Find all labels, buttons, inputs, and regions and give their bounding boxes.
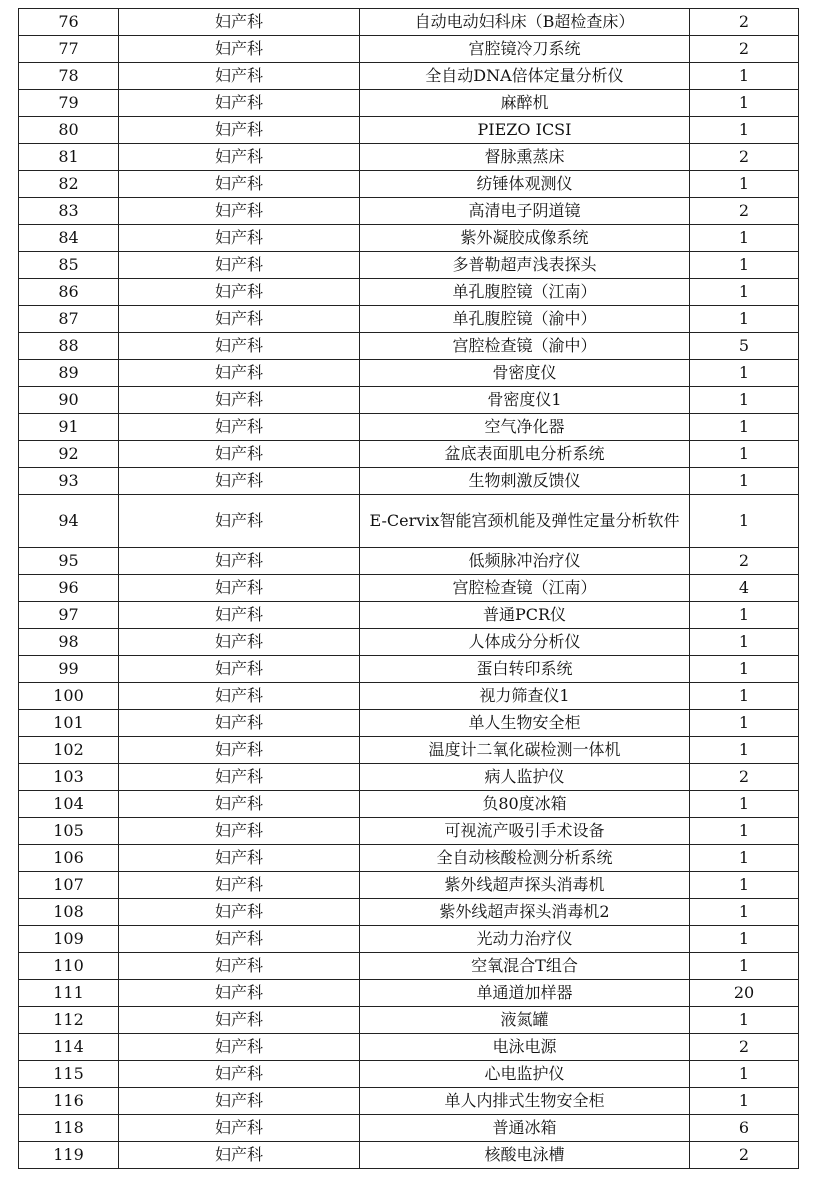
table-row: [19, 90, 799, 117]
equipment-name-cell: 生物刺激反馈仪: [360, 468, 690, 495]
row-number-cell: 107: [19, 872, 119, 899]
quantity-cell: 1: [690, 441, 799, 468]
department-cell: 妇产科: [119, 252, 360, 279]
equipment-name-cell: 空气净化器: [360, 414, 690, 441]
table-row: [19, 791, 799, 818]
quantity-cell: 1: [690, 872, 799, 899]
quantity-cell: 2: [690, 9, 799, 36]
row-number-cell: 106: [19, 845, 119, 872]
department-cell: 妇产科: [119, 845, 360, 872]
quantity-cell: 1: [690, 306, 799, 333]
row-number-cell: 88: [19, 333, 119, 360]
quantity-cell: 1: [690, 414, 799, 441]
department-cell: 妇产科: [119, 36, 360, 63]
equipment-name-cell: 单通道加样器: [360, 980, 690, 1007]
quantity-cell: 4: [690, 575, 799, 602]
row-number-cell: 87: [19, 306, 119, 333]
department-cell: 妇产科: [119, 980, 360, 1007]
department-cell: 妇产科: [119, 683, 360, 710]
department-cell: 妇产科: [119, 899, 360, 926]
department-cell: 妇产科: [119, 872, 360, 899]
row-number-cell: 86: [19, 279, 119, 306]
equipment-table: [18, 8, 799, 1169]
department-cell: 妇产科: [119, 279, 360, 306]
department-cell: 妇产科: [119, 548, 360, 575]
equipment-name-cell: 单人生物安全柜: [360, 710, 690, 737]
quantity-cell: 1: [690, 252, 799, 279]
equipment-name-cell: 病人监护仪: [360, 764, 690, 791]
quantity-cell: 1: [690, 90, 799, 117]
table-row: [19, 387, 799, 414]
row-number-cell: 93: [19, 468, 119, 495]
quantity-cell: 1: [690, 953, 799, 980]
equipment-name-cell: 宫腔检查镜（渝中）: [360, 333, 690, 360]
table-row: [19, 9, 799, 36]
department-cell: 妇产科: [119, 63, 360, 90]
department-cell: 妇产科: [119, 1034, 360, 1061]
department-cell: 妇产科: [119, 387, 360, 414]
equipment-name-cell: 视力筛查仪1: [360, 683, 690, 710]
equipment-name-cell: 宫腔检查镜（江南）: [360, 575, 690, 602]
quantity-cell: 1: [690, 899, 799, 926]
table-row: [19, 764, 799, 791]
quantity-cell: 2: [690, 1142, 799, 1169]
table-row: [19, 333, 799, 360]
department-cell: 妇产科: [119, 1142, 360, 1169]
department-cell: 妇产科: [119, 198, 360, 225]
row-number-cell: 78: [19, 63, 119, 90]
department-cell: 妇产科: [119, 629, 360, 656]
equipment-name-cell: 多普勒超声浅表探头: [360, 252, 690, 279]
department-cell: 妇产科: [119, 1061, 360, 1088]
row-number-cell: 89: [19, 360, 119, 387]
table-row: [19, 737, 799, 764]
quantity-cell: 1: [690, 387, 799, 414]
quantity-cell: 1: [690, 710, 799, 737]
equipment-name-cell: 盆底表面肌电分析系统: [360, 441, 690, 468]
quantity-cell: 2: [690, 548, 799, 575]
equipment-name-cell: 蛋白转印系统: [360, 656, 690, 683]
quantity-cell: 1: [690, 117, 799, 144]
table-row: [19, 845, 799, 872]
department-cell: 妇产科: [119, 1115, 360, 1142]
department-cell: 妇产科: [119, 414, 360, 441]
row-number-cell: 112: [19, 1007, 119, 1034]
table-row: [19, 1007, 799, 1034]
quantity-cell: 1: [690, 225, 799, 252]
department-cell: 妇产科: [119, 710, 360, 737]
row-number-cell: 103: [19, 764, 119, 791]
equipment-name-cell: 温度计二氧化碳检测一体机: [360, 737, 690, 764]
quantity-cell: 1: [690, 171, 799, 198]
department-cell: 妇产科: [119, 602, 360, 629]
equipment-name-cell: 全自动DNA倍体定量分析仪: [360, 63, 690, 90]
quantity-cell: 2: [690, 1034, 799, 1061]
row-number-cell: 79: [19, 90, 119, 117]
quantity-cell: 1: [690, 468, 799, 495]
department-cell: 妇产科: [119, 441, 360, 468]
row-number-cell: 105: [19, 818, 119, 845]
row-number-cell: 104: [19, 791, 119, 818]
equipment-name-cell: 可视流产吸引手术设备: [360, 818, 690, 845]
equipment-name-cell: 紫外线超声探头消毒机: [360, 872, 690, 899]
department-cell: 妇产科: [119, 360, 360, 387]
equipment-name-cell: 麻醉机: [360, 90, 690, 117]
table-row: [19, 1034, 799, 1061]
table-row: [19, 926, 799, 953]
row-number-cell: 102: [19, 737, 119, 764]
quantity-cell: 1: [690, 791, 799, 818]
table-row: [19, 36, 799, 63]
department-cell: 妇产科: [119, 1007, 360, 1034]
row-number-cell: 92: [19, 441, 119, 468]
row-number-cell: 99: [19, 656, 119, 683]
equipment-name-cell: 骨密度仪: [360, 360, 690, 387]
table-row: [19, 710, 799, 737]
table-row: [19, 1088, 799, 1115]
quantity-cell: 1: [690, 1007, 799, 1034]
table-row: [19, 548, 799, 575]
department-cell: 妇产科: [119, 90, 360, 117]
equipment-name-cell: 督脉熏蒸床: [360, 144, 690, 171]
department-cell: 妇产科: [119, 117, 360, 144]
quantity-cell: 1: [690, 63, 799, 90]
row-number-cell: 77: [19, 36, 119, 63]
table-row: [19, 980, 799, 1007]
equipment-name-cell: 全自动核酸检测分析系统: [360, 845, 690, 872]
table-row: [19, 63, 799, 90]
department-cell: 妇产科: [119, 333, 360, 360]
row-number-cell: 91: [19, 414, 119, 441]
equipment-name-cell: 空氧混合T组合: [360, 953, 690, 980]
table-row: [19, 1142, 799, 1169]
equipment-name-cell: 单孔腹腔镜（江南）: [360, 279, 690, 306]
equipment-name-cell: 紫外线超声探头消毒机2: [360, 899, 690, 926]
row-number-cell: 95: [19, 548, 119, 575]
equipment-name-cell: 普通冰箱: [360, 1115, 690, 1142]
table-row: [19, 198, 799, 225]
table-row: [19, 1115, 799, 1142]
table-row: [19, 629, 799, 656]
table-row: [19, 225, 799, 252]
department-cell: 妇产科: [119, 306, 360, 333]
table-row: [19, 252, 799, 279]
equipment-name-cell: 单人内排式生物安全柜: [360, 1088, 690, 1115]
quantity-cell: 2: [690, 144, 799, 171]
table-row: [19, 1061, 799, 1088]
table-row: [19, 602, 799, 629]
row-number-cell: 76: [19, 9, 119, 36]
row-number-cell: 97: [19, 602, 119, 629]
row-number-cell: 108: [19, 899, 119, 926]
quantity-cell: 1: [690, 818, 799, 845]
table-row: [19, 495, 799, 548]
equipment-name-cell: 电泳电源: [360, 1034, 690, 1061]
quantity-cell: 1: [690, 737, 799, 764]
equipment-name-cell: 高清电子阴道镜: [360, 198, 690, 225]
row-number-cell: 80: [19, 117, 119, 144]
equipment-name-cell: 自动电动妇科床（B超检查床）: [360, 9, 690, 36]
department-cell: 妇产科: [119, 9, 360, 36]
quantity-cell: 1: [690, 360, 799, 387]
equipment-name-cell: 纺锤体观测仪: [360, 171, 690, 198]
department-cell: 妇产科: [119, 144, 360, 171]
row-number-cell: 118: [19, 1115, 119, 1142]
department-cell: 妇产科: [119, 818, 360, 845]
quantity-cell: 1: [690, 495, 799, 548]
department-cell: 妇产科: [119, 737, 360, 764]
row-number-cell: 119: [19, 1142, 119, 1169]
equipment-name-cell: 普通PCR仪: [360, 602, 690, 629]
quantity-cell: 1: [690, 845, 799, 872]
equipment-name-cell: 液氮罐: [360, 1007, 690, 1034]
quantity-cell: 1: [690, 926, 799, 953]
row-number-cell: 109: [19, 926, 119, 953]
table-row: [19, 575, 799, 602]
row-number-cell: 90: [19, 387, 119, 414]
row-number-cell: 98: [19, 629, 119, 656]
quantity-cell: 6: [690, 1115, 799, 1142]
equipment-name-cell: 人体成分分析仪: [360, 629, 690, 656]
department-cell: 妇产科: [119, 171, 360, 198]
equipment-name-cell: 核酸电泳槽: [360, 1142, 690, 1169]
row-number-cell: 85: [19, 252, 119, 279]
table-row: [19, 899, 799, 926]
department-cell: 妇产科: [119, 468, 360, 495]
row-number-cell: 82: [19, 171, 119, 198]
equipment-name-cell: 单孔腹腔镜（渝中）: [360, 306, 690, 333]
row-number-cell: 84: [19, 225, 119, 252]
row-number-cell: 115: [19, 1061, 119, 1088]
row-number-cell: 83: [19, 198, 119, 225]
quantity-cell: 1: [690, 683, 799, 710]
equipment-name-cell: 紫外凝胶成像系统: [360, 225, 690, 252]
equipment-name-cell: PIEZO ICSI: [360, 117, 690, 144]
department-cell: 妇产科: [119, 953, 360, 980]
quantity-cell: 2: [690, 36, 799, 63]
equipment-name-cell: E-Cervix智能宫颈机能及弹性定量分析软件: [360, 495, 690, 548]
quantity-cell: 2: [690, 198, 799, 225]
equipment-name-cell: 负80度冰箱: [360, 791, 690, 818]
table-row: [19, 117, 799, 144]
department-cell: 妇产科: [119, 225, 360, 252]
quantity-cell: 1: [690, 1061, 799, 1088]
department-cell: 妇产科: [119, 764, 360, 791]
table-row: [19, 441, 799, 468]
quantity-cell: 5: [690, 333, 799, 360]
row-number-cell: 101: [19, 710, 119, 737]
table-row: [19, 953, 799, 980]
table-row: [19, 279, 799, 306]
equipment-name-cell: 心电监护仪: [360, 1061, 690, 1088]
table-row: [19, 872, 799, 899]
table-row: [19, 414, 799, 441]
row-number-cell: 96: [19, 575, 119, 602]
row-number-cell: 110: [19, 953, 119, 980]
table-row: [19, 468, 799, 495]
table-row: [19, 171, 799, 198]
equipment-name-cell: 低频脉冲治疗仪: [360, 548, 690, 575]
table-row: [19, 144, 799, 171]
quantity-cell: 1: [690, 279, 799, 306]
quantity-cell: 1: [690, 1088, 799, 1115]
row-number-cell: 116: [19, 1088, 119, 1115]
equipment-table-body: [19, 9, 799, 1169]
department-cell: 妇产科: [119, 1088, 360, 1115]
row-number-cell: 100: [19, 683, 119, 710]
row-number-cell: 114: [19, 1034, 119, 1061]
equipment-name-cell: 骨密度仪1: [360, 387, 690, 414]
table-row: [19, 306, 799, 333]
department-cell: 妇产科: [119, 926, 360, 953]
quantity-cell: 1: [690, 656, 799, 683]
equipment-name-cell: 光动力治疗仪: [360, 926, 690, 953]
quantity-cell: 20: [690, 980, 799, 1007]
quantity-cell: 1: [690, 629, 799, 656]
row-number-cell: 94: [19, 495, 119, 548]
department-cell: 妇产科: [119, 791, 360, 818]
row-number-cell: 111: [19, 980, 119, 1007]
department-cell: 妇产科: [119, 656, 360, 683]
quantity-cell: 2: [690, 764, 799, 791]
quantity-cell: 1: [690, 602, 799, 629]
table-row: [19, 360, 799, 387]
table-row: [19, 818, 799, 845]
department-cell: 妇产科: [119, 575, 360, 602]
table-row: [19, 683, 799, 710]
table-row: [19, 656, 799, 683]
row-number-cell: 81: [19, 144, 119, 171]
equipment-name-cell: 宫腔镜冷刀系统: [360, 36, 690, 63]
department-cell: 妇产科: [119, 495, 360, 548]
